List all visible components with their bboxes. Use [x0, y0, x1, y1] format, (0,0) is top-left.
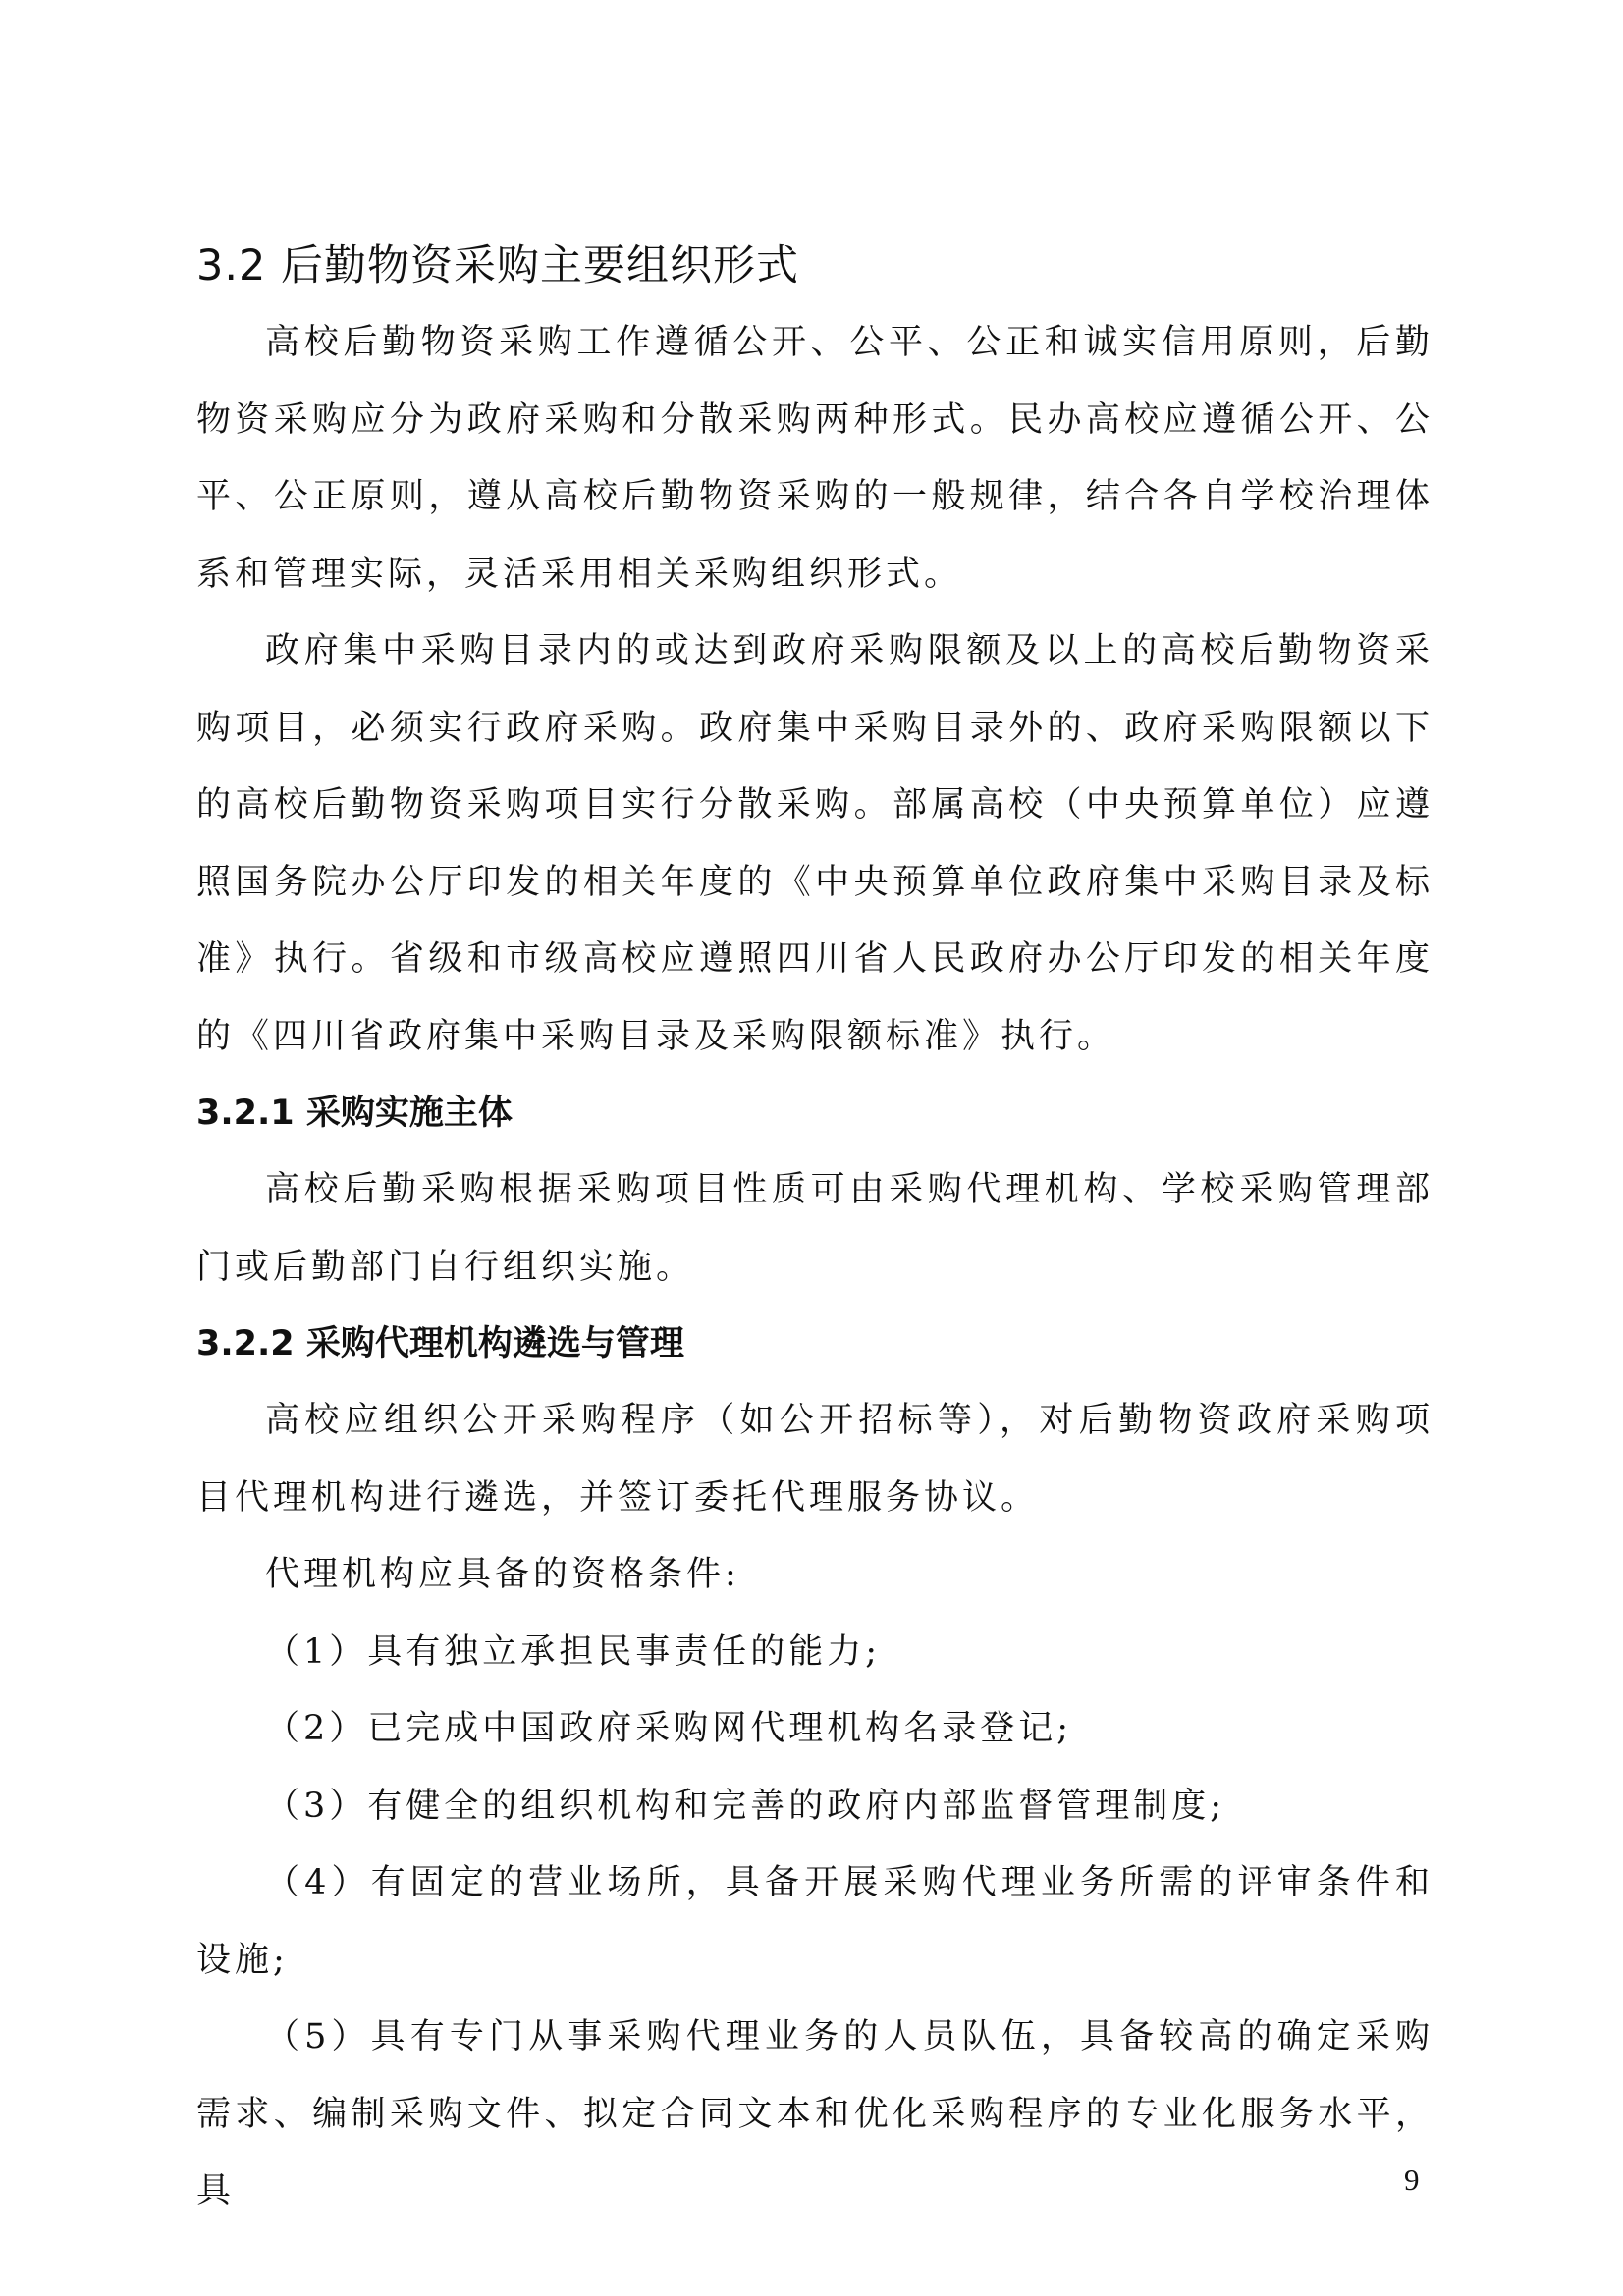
page-number: 9: [1404, 2163, 1420, 2197]
paragraph-principles: 高校后勤物资采购工作遵循公开、公平、公正和诚实信用原则，后勤物资采购应分为政府采购和分散采购两种形式。民办高校应遵循公开、公平、公正原则，遵从高校后勤物资采购的一般规律，结合各自学校治理体系和管理实际，灵活采用相关采购组织形式。: [196, 323, 1434, 594]
list-item-qualification-4: （4）有固定的营业场所，具备开展采购代理业务所需的评审条件和设施;: [196, 1863, 1434, 1980]
paragraph-agency-qualifications: 代理机构应具备的资格条件:: [265, 1555, 740, 1594]
list-item-qualification-3: （3）有健全的组织机构和完善的政府内部监督管理制度;: [265, 1786, 1226, 1826]
paragraph-implementation: 高校后勤采购根据采购项目性质可由采购代理机构、学校采购管理部门或后勤部门自行组织实施。: [196, 1170, 1434, 1287]
document-page: [196, 228, 1434, 2230]
list-item-qualification-5: （5）具有专门从事采购代理业务的人员队伍，具备较高的确定采购需求、编制采购文件、拟定合同文本和优化采购程序的专业化服务水平，具: [196, 2017, 1434, 2211]
list-item-qualification-2: （2）已完成中国政府采购网代理机构名录登记;: [265, 1709, 1073, 1748]
section-title: 3.2 后勤物资采购主要组织形式: [196, 241, 800, 291]
list-item-qualification-1: （1）具有独立承担民事责任的能力;: [265, 1631, 882, 1672]
paragraph-agency-selection: 高校应组织公开采购程序（如公开招标等），对后勤物资政府采购项目代理机构进行遴选，并签订委托代理服务协议。: [196, 1401, 1434, 1518]
subsection-title-agency: 3.2.2 采购代理机构遴选与管理: [196, 1324, 684, 1363]
paragraph-catalogue: 政府集中采购目录内的或达到政府采购限额及以上的高校后勤物资采购项目，必须实行政府采购。政府集中采购目录外的、政府采购限额以下的高校后勤物资采购项目实行分散采购。部属高校（中央预算单位）应遵照国务院办公厅印发的相关年度的《中央预算单位政府集中采购目录及标准》执行。省级和市级高校应遵照四川省人民政府办公厅印发的相关年度的《四川省政府集中采购目录及采购限额标准》执行。: [196, 631, 1434, 1056]
subsection-title-implementation: 3.2.1 采购实施主体: [196, 1094, 513, 1133]
